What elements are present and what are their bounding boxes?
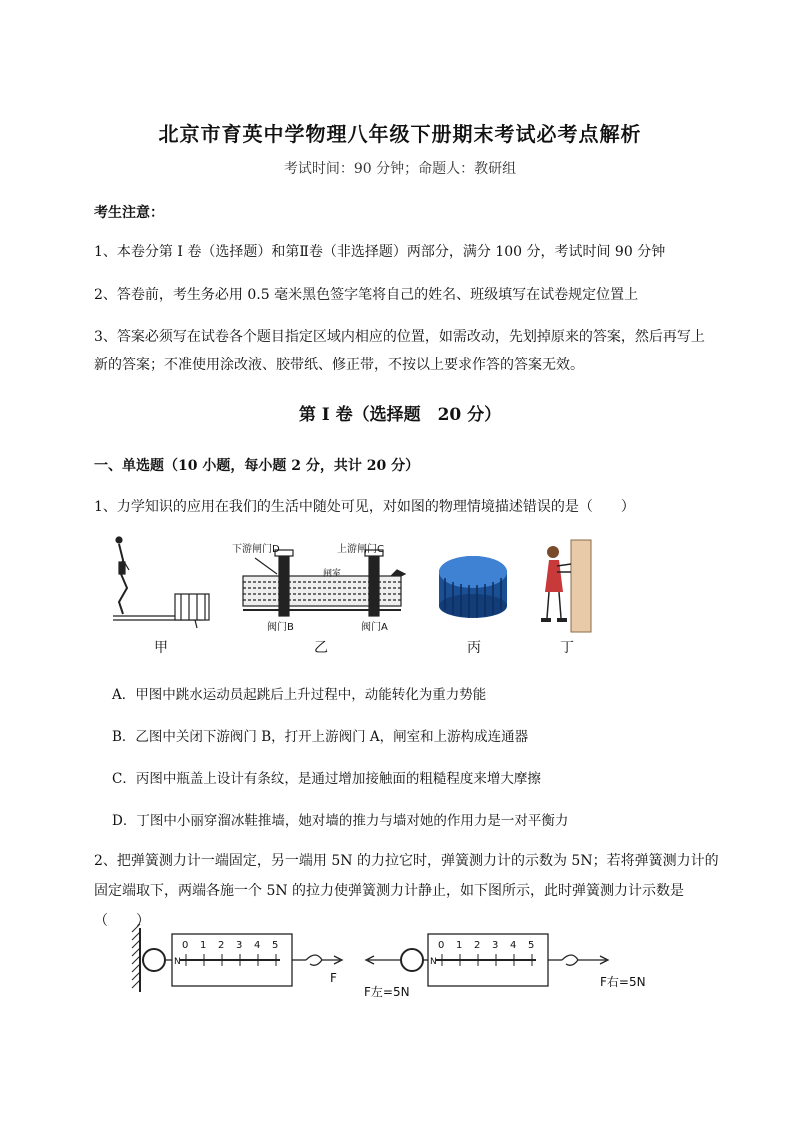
left-force-label: F左=5N [364,985,410,999]
free-spring-scale [366,934,608,986]
scale-number: 2 [474,940,481,951]
question-1-figure [105,530,605,660]
notice-item-3: 3、答案必须写在试卷各个题目指定区域内相应的位置，如需改动，先划掉原来的答案，然后再写上新的答案；不准使用涂改液、胶带纸、修正带，不按以上要求作答的答案无效。 [94,329,705,373]
question-1-stem: 1、力学知识的应用在我们的生活中随处可见，对如图的物理情境描述错误的是（ ） [94,499,635,515]
scale-number: 1 [456,940,463,951]
page-subtitle: 考试时间：90 分钟；命题人：教研组 [283,161,517,177]
scale-unit: N [430,957,437,967]
figure-label-ding: 丁 [560,640,574,656]
scale-number: 3 [236,940,243,951]
scale-number: 1 [200,940,207,951]
question-2-stem: 2、把弹簧测力计一端固定，另一端用 5N 的力拉它时，弹簧测力计的示数为 5N；若将弹簧测力计的固定端取下，两端各施一个 5N 的拉力使弹簧测力计静止，如下图所示，此时弹簧测力计示数是（ ） [94,853,719,929]
downstream-gate-label: 下游闸门D [232,544,280,555]
scale-number: 3 [492,940,499,951]
question-1-option-a[interactable]: A．甲图中跳水运动员起跳后上升过程中，动能转化为重力势能 [112,687,487,703]
lock-chamber-label: 闸室 [323,569,342,579]
page-title: 北京市育英中学物理八年级下册期末考试必考点解析 [158,122,642,146]
part-heading: 一、单选题（10 小题，每小题 2 分，共计 20 分） [94,458,420,474]
scale-number: 5 [272,940,279,951]
question-1-option-d[interactable]: D．丁图中小丽穿溜冰鞋推墙，她对墙的推力与墙对她的作用力是一对平衡力 [112,813,569,829]
scale-number: 4 [254,940,261,951]
notice-item-2: 2、答卷前，考生务必用 0.5 毫米黑色签字笔将自己的姓名、班级填写在试卷规定位置上 [94,287,639,303]
scale-number: 0 [182,940,189,951]
valve-a-label: 阀门A [361,622,388,633]
figure-label-bing: 丙 [467,640,481,656]
figure-label-jia: 甲 [154,640,168,656]
question-1-option-b[interactable]: B．乙图中关闭下游阀门 B，打开上游阀门 A，闸室和上游构成连通器 [112,729,529,745]
girl-wall-illustration [541,540,591,632]
scale-number: 2 [218,940,225,951]
bottle-cap-illustration [439,556,507,618]
question-1-option-c[interactable]: C．丙图中瓶盖上设计有条纹，是通过增加接触面的粗糙程度来增大摩擦 [112,771,541,787]
section-title: 第 I 卷（选择题 20 分） [298,405,502,425]
right-force-label: F右=5N [600,975,646,989]
notice-item-1: 1、本卷分第 I 卷（选择题）和第Ⅱ卷（非选择题）两部分，满分 100 分，考试时间 90 分钟 [94,244,666,260]
valve-b-label: 阀门B [267,622,294,633]
scale-number: 4 [510,940,517,951]
force-f-label: F [330,971,337,985]
upstream-gate-label: 上游闸门C [337,544,384,555]
fixed-spring-scale [132,924,342,992]
scale-number: 5 [528,940,535,951]
scale-number: 0 [438,940,445,951]
diver-illustration [113,537,209,628]
question-2-figure [130,920,670,1010]
scale-unit: N [174,957,181,967]
ship-lock-illustration [243,550,405,616]
notice-heading: 考生注意： [94,205,164,221]
figure-label-yi: 乙 [314,640,328,656]
